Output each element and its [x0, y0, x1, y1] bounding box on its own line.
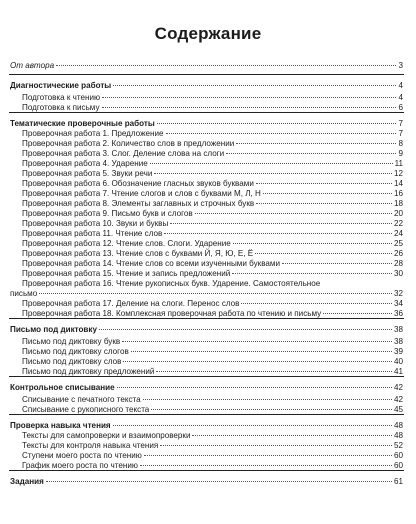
toc-page-number: 18	[393, 199, 403, 208]
toc-page-number: 48	[393, 421, 403, 430]
dot-leader	[282, 263, 392, 264]
dot-leader	[39, 293, 392, 294]
dot-leader	[46, 481, 392, 482]
section-rule	[9, 74, 404, 75]
toc-page-number: 60	[393, 461, 403, 470]
toc-page-number: 3	[398, 61, 403, 70]
toc-entry-text: письмо	[10, 289, 38, 298]
dot-leader	[241, 303, 392, 304]
toc-entry-text: Списывание с рукописного текста	[22, 405, 150, 414]
toc-page-number: 26	[393, 249, 403, 258]
toc-entry-text: Списывание с печатного текста	[22, 395, 141, 404]
toc-entry-text: Проверочная работа 12. Чтение слов. Слоги. Ударение	[22, 239, 231, 248]
dot-leader	[192, 435, 392, 436]
toc-entry-text: Проверочная работа 10. Звуки и буквы	[22, 219, 169, 228]
dot-leader	[144, 455, 392, 456]
toc-entry-text: Письмо под диктовку предложений	[22, 367, 155, 376]
dot-leader	[195, 213, 392, 214]
toc-entry-text: Проверка навыка чтения	[10, 421, 111, 430]
toc-page-number: 6	[398, 103, 403, 112]
dot-leader	[233, 243, 392, 244]
dot-leader	[263, 193, 392, 194]
dot-leader	[236, 143, 396, 144]
toc-page-number: 25	[393, 239, 403, 248]
dot-leader	[156, 371, 392, 372]
dot-leader	[102, 97, 396, 98]
toc-entry-text: Тематические проверочные работы	[10, 119, 155, 128]
toc-page-number: 38	[393, 325, 403, 334]
toc-entry-text: От автора	[10, 61, 55, 70]
toc-entry-text: Проверочная работа 17. Деление на слоги. Перенос слов	[22, 299, 240, 308]
toc-page-number: 36	[393, 309, 403, 318]
dot-leader	[256, 203, 392, 204]
dot-leader	[113, 85, 396, 86]
dot-leader	[140, 465, 392, 466]
dot-leader	[117, 387, 392, 388]
dot-leader	[150, 163, 393, 164]
toc-entry-text: Проверочная работа 3. Слог. Деление слова на слоги	[22, 149, 225, 158]
dot-leader	[123, 361, 392, 362]
dot-leader	[170, 223, 392, 224]
dot-leader	[122, 341, 392, 342]
dot-leader	[157, 123, 397, 124]
toc-page-number: 11	[394, 159, 403, 168]
dot-leader	[323, 313, 392, 314]
dot-leader	[56, 65, 396, 66]
dot-leader	[154, 173, 392, 174]
toc-entry-text: Проверочная работа 8. Элементы заглавных и строчных букв	[22, 199, 255, 208]
toc-page-number: 7	[398, 119, 403, 128]
section-rule	[9, 470, 404, 471]
toc-page-number: 24	[393, 229, 403, 238]
toc-page-number: 38	[393, 337, 403, 346]
toc-entry-text: Проверочная работа 7. Чтение слогов и слов с буквами М, Л, Н	[22, 189, 261, 198]
toc-page-number: 34	[393, 299, 403, 308]
toc-page-number: 4	[398, 81, 403, 90]
toc-entry-text: Проверочная работа 11. Чтение слов	[22, 229, 163, 238]
dot-leader	[255, 253, 392, 254]
toc-section-entry[interactable]	[0, 476, 416, 487]
toc-entry-text: Письмо под диктовку букв	[22, 337, 121, 346]
toc-page-number: 9	[398, 149, 403, 158]
toc-entry-text: Проверочная работа 18. Комплексная проверочная работа по чтению и письму	[22, 309, 322, 318]
toc-entry-text: Проверочная работа 15. Чтение и запись предложений	[22, 269, 231, 278]
page-title: Содержание	[154, 24, 262, 43]
toc-entry-text: Тексты для контроля навыка чтения	[22, 441, 159, 450]
dot-leader	[113, 425, 392, 426]
toc-page-number: 60	[393, 451, 403, 460]
section-rule	[9, 112, 404, 113]
toc-entry-text: График моего роста по чтению	[22, 461, 138, 470]
dot-leader	[131, 351, 392, 352]
dot-leader	[160, 445, 392, 446]
toc-page-number: 4	[398, 93, 403, 102]
toc-page-number: 40	[393, 357, 403, 366]
toc-page-number: 8	[398, 139, 403, 148]
toc-entry-text: Письмо под диктовку слов	[22, 357, 122, 366]
dot-leader	[99, 329, 392, 330]
dot-leader	[102, 107, 397, 108]
dot-leader	[151, 409, 392, 410]
toc-entry-text: Подготовка к чтению	[22, 93, 101, 102]
toc-entry-text: Проверочная работа 14. Чтение слов со всеми изученными буквами	[22, 259, 280, 268]
toc-entry-text: Проверочная работа 16. Чтение рукописных букв. Ударение. Самостоятельное	[22, 279, 321, 288]
toc-page-number: 41	[393, 367, 403, 376]
toc-entry-text: Проверочная работа 9. Письмо букв и слогов	[22, 209, 193, 218]
toc-entry-text: Проверочная работа 13. Чтение слов с буквами Й, Я, Ю, Е, Ё	[22, 249, 254, 258]
dot-leader	[232, 273, 392, 274]
toc-page-number: 16	[393, 189, 403, 198]
toc-entry-text: Письмо под диктовку слогов	[22, 347, 129, 356]
toc-page-number: 48	[393, 431, 403, 440]
toc-page-number: 42	[393, 383, 403, 392]
toc-page-number: 22	[393, 219, 403, 228]
toc-page-number: 61	[393, 477, 403, 486]
toc-section-entry[interactable]	[0, 382, 416, 393]
toc-page-number: 7	[398, 129, 403, 138]
dot-leader	[256, 183, 392, 184]
dot-leader	[226, 153, 396, 154]
toc-entry-text: Контрольное списывание	[10, 383, 115, 392]
section-rule	[9, 414, 404, 415]
toc-entry-text: Тексты для самопроверки и взаимопроверки	[22, 431, 191, 440]
toc-entry-text: Проверочная работа 4. Ударение	[22, 159, 148, 168]
toc-page-number: 30	[393, 269, 403, 278]
toc-page-number: 20	[393, 209, 403, 218]
toc-page-number: 52	[393, 441, 403, 450]
toc-entry-text: Проверочная работа 5. Звуки речи	[22, 169, 153, 178]
toc-entry-text: Ступени моего роста по чтению	[22, 451, 142, 460]
dot-leader	[143, 399, 392, 400]
toc-page-number: 12	[393, 169, 403, 178]
toc-page-number: 28	[393, 259, 403, 268]
dot-leader	[166, 133, 397, 134]
toc-entry-text: Подготовка к письму	[22, 103, 100, 112]
toc-entry-text: Проверочная работа 1. Предложение	[22, 129, 164, 138]
section-rule	[9, 318, 404, 319]
toc-page-number: 14	[393, 179, 403, 188]
section-rule	[9, 376, 404, 377]
toc-section-entry[interactable]	[0, 324, 416, 335]
toc-page-number: 39	[393, 347, 403, 356]
toc-page-number: 45	[393, 405, 403, 414]
toc-entry-text: Письмо под диктовку	[10, 325, 97, 334]
toc-entry-text: Проверочная работа 2. Количество слов в предложении	[22, 139, 235, 148]
toc-page-number: 42	[393, 395, 403, 404]
toc-section-entry[interactable]	[0, 80, 416, 91]
toc-entry-text: Задания	[10, 477, 44, 486]
toc-page-number: 32	[393, 289, 403, 298]
toc-entry[interactable]	[0, 60, 416, 71]
toc-entry-text: Проверочная работа 6. Обозначение гласных звуков буквами	[22, 179, 254, 188]
dot-leader	[164, 233, 392, 234]
toc-entry-text: Диагностические работы	[10, 81, 112, 90]
